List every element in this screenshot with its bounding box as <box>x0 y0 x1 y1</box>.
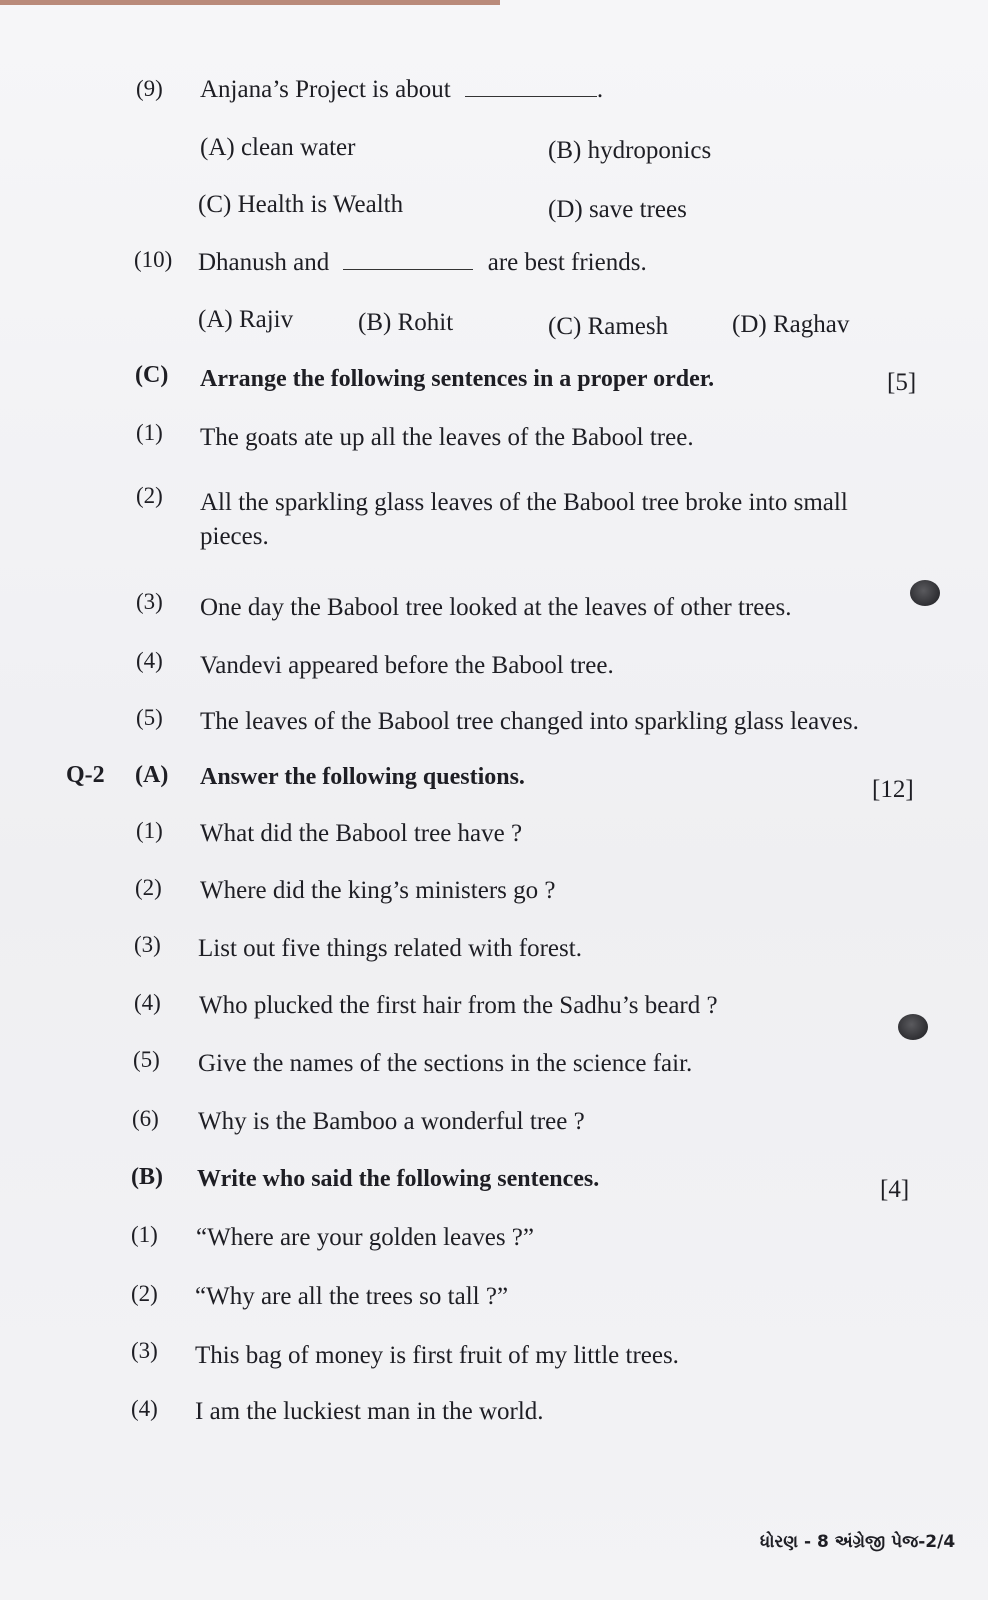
q2-b-item-number: (2) <box>131 1281 158 1306</box>
q2-b-item-number: (3) <box>131 1338 158 1363</box>
q2-b-item-number: (1) <box>131 1222 158 1247</box>
section-c-item-text: All the sparkling glass leaves of the Babool tree broke into small <box>200 489 848 516</box>
section-c-item-number: (5) <box>136 705 163 730</box>
q9-text: Anjana’s Project is about <box>200 76 451 103</box>
q10-blank <box>343 269 473 270</box>
q2-label: Q-2 <box>66 762 105 788</box>
q2-b-item-text: I am the luckiest man in the world. <box>195 1398 544 1425</box>
q9-number: (9) <box>136 76 163 101</box>
q2-b-item-number: (4) <box>131 1396 158 1421</box>
q9-option-c: (C) Health is Wealth <box>198 191 404 218</box>
q2-a-item-number: (3) <box>134 932 161 957</box>
q9-option-a: (A) clean water <box>200 134 356 161</box>
section-c-item-text: One day the Babool tree looked at the leaves of other trees. <box>200 594 792 621</box>
q2-a-item-number: (4) <box>134 990 161 1015</box>
q10-number: (10) <box>134 247 173 272</box>
q2-a-item-number: (2) <box>135 875 162 900</box>
section-c-label: (C) <box>135 362 169 388</box>
q2-a-item-text: Give the names of the sections in the science fair. <box>198 1050 693 1077</box>
section-c-item-text-continued: pieces. <box>200 523 269 550</box>
section-c-item-number: (1) <box>136 420 163 445</box>
section-c-item-text: Vandevi appeared before the Babool tree. <box>200 652 614 679</box>
q2-section-a-marks: [12] <box>872 776 914 803</box>
q2-a-item-text: List out five things related with forest. <box>198 935 582 962</box>
q9-question <box>200 76 603 104</box>
q9-option-b: (B) hydroponics <box>548 137 712 164</box>
section-c-item-number: (4) <box>136 648 163 673</box>
top-edge-strip <box>0 0 500 5</box>
q2-section-b-marks: [4] <box>880 1176 910 1203</box>
q2-b-item-text: This bag of money is first fruit of my little trees. <box>195 1342 679 1369</box>
q10-option-a: (A) Rajiv <box>198 306 294 333</box>
q9-blank <box>465 96 597 97</box>
page-footer: ધોરણ - 8 અંગ્રેજી પેજ-2/4 <box>760 1532 956 1552</box>
q9-end: . <box>596 76 604 103</box>
q2-a-item-text: Where did the king’s ministers go ? <box>200 877 556 904</box>
q10-option-b: (B) Rohit <box>358 309 454 336</box>
q2-section-a-title: Answer the following questions. <box>200 764 525 790</box>
q2-a-item-number: (1) <box>136 818 163 843</box>
q10-text-pre: Dhanush and <box>198 249 330 276</box>
q2-a-item-number: (5) <box>133 1047 160 1072</box>
q10-option-d: (D) Raghav <box>732 311 850 338</box>
q9-option-d: (D) save trees <box>548 196 687 223</box>
section-c-title: Arrange the following sentences in a proper order. <box>200 366 715 392</box>
q2-a-item-text: Why is the Bamboo a wonderful tree ? <box>198 1108 585 1135</box>
q2-a-item-text: What did the Babool tree have ? <box>200 820 523 847</box>
q2-b-item-text: “Why are all the trees so tall ?” <box>195 1283 509 1310</box>
punch-hole <box>898 1014 928 1040</box>
q2-a-item-number: (6) <box>132 1106 159 1131</box>
q10-question <box>198 249 647 277</box>
q10-option-c: (C) Ramesh <box>548 313 669 340</box>
q2-a-item-text: Who plucked the first hair from the Sadhu’s beard ? <box>199 992 718 1019</box>
q2-section-b-title: Write who said the following sentences. <box>197 1166 600 1192</box>
q2-b-item-text: “Where are your golden leaves ?” <box>196 1224 535 1251</box>
punch-hole <box>910 580 940 606</box>
section-c-item-number: (3) <box>136 589 163 614</box>
section-c-item-text: The goats ate up all the leaves of the Babool tree. <box>200 424 694 451</box>
section-c-item-text: The leaves of the Babool tree changed into sparkling glass leaves. <box>200 708 859 735</box>
section-c-item-number: (2) <box>136 483 163 508</box>
section-c-marks: [5] <box>887 369 917 396</box>
q2-section-a-label: (A) <box>135 762 169 788</box>
q2-section-b-label: (B) <box>131 1164 163 1190</box>
q10-text-post: are best friends. <box>487 249 647 276</box>
